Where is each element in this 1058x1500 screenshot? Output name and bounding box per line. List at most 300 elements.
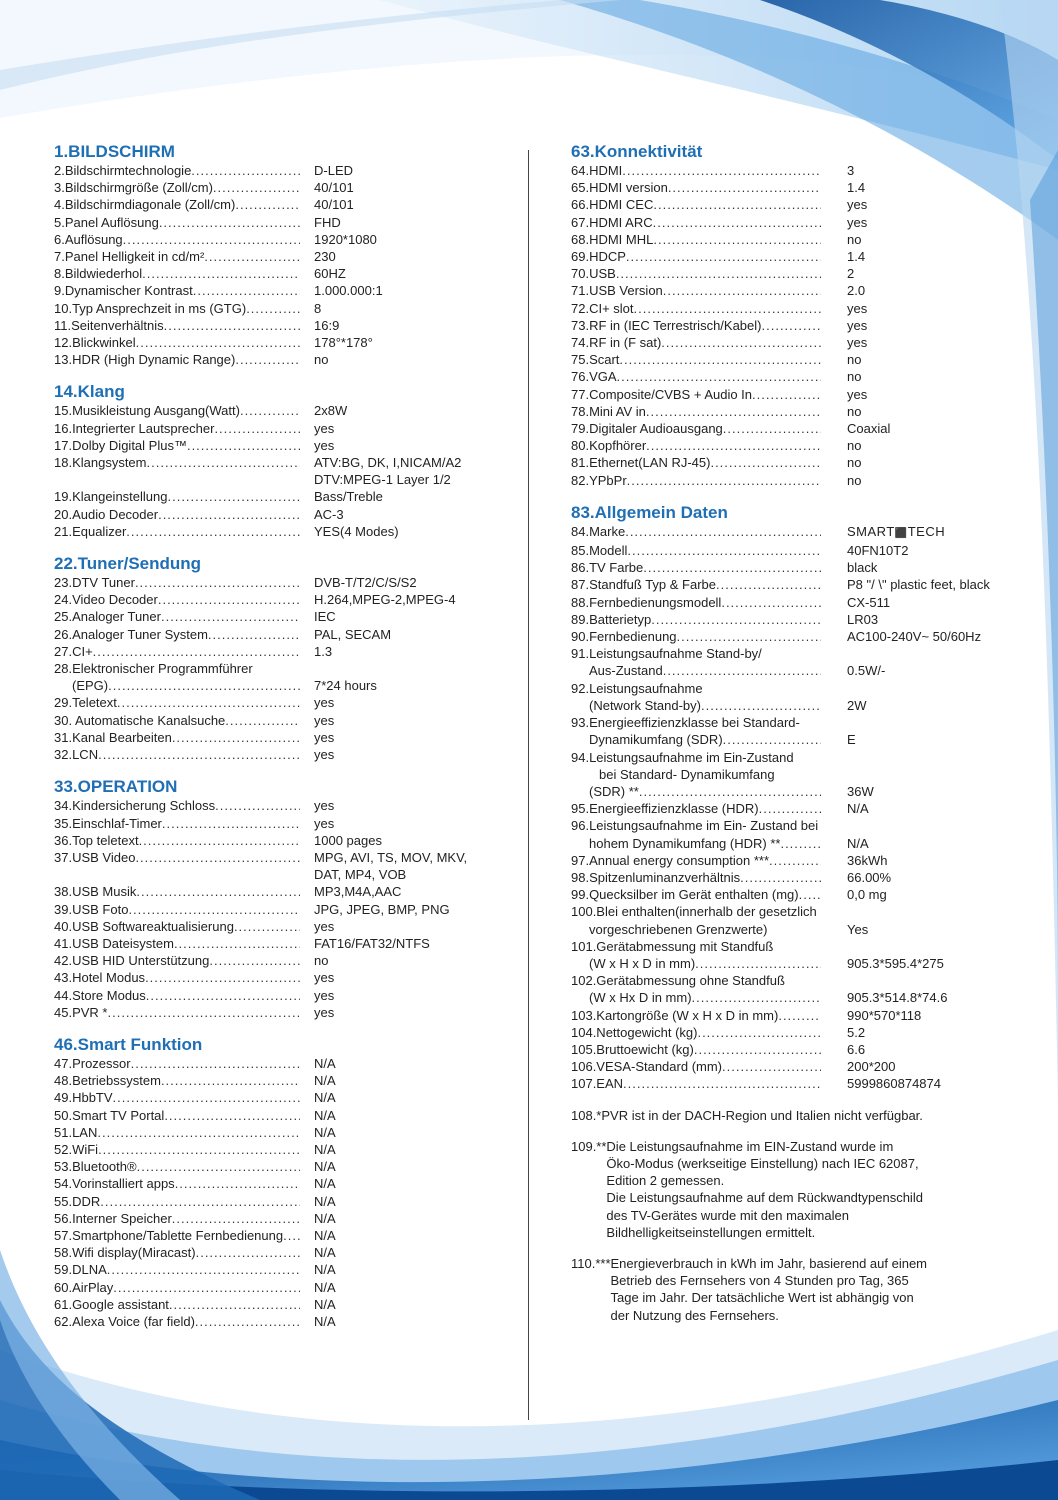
footnote-text	[606, 1138, 923, 1241]
footnote-line: Tage im Jahr. Der tatsächliche Wert ist abhängig von	[610, 1290, 914, 1306]
spec-row	[54, 402, 504, 419]
spec-label: 76.VGA	[571, 369, 617, 385]
spec-row	[571, 214, 1031, 231]
spec-label: 86.TV Farbe	[571, 560, 644, 576]
spec-value: N/A	[314, 1193, 336, 1209]
spec-row	[54, 849, 504, 883]
spec-label: 23.DTV Tuner	[54, 575, 135, 591]
spec-value: 2.0	[847, 283, 866, 299]
footnote-line: Betrieb des Fernsehers von 4 Stunden pro Tag, 365	[610, 1273, 909, 1289]
spec-value: MP3,M4A,AAC	[314, 884, 402, 900]
spec-value: N/A	[314, 1210, 336, 1226]
spec-row	[54, 712, 504, 729]
spec-label: bei Standard- Dynamikumfang	[599, 766, 775, 782]
spec-row	[54, 1279, 504, 1296]
spec-value: 200*200	[847, 1059, 896, 1075]
spec-label: 10.Typ Ansprechzeit in ms (GTG)	[54, 300, 247, 316]
spec-label: 13.HDR (High Dynamic Range)	[54, 352, 236, 368]
spec-label: 24.Video Decoder	[54, 592, 158, 608]
spec-label: 93.Energieeffizienzklasse bei Standard-	[571, 715, 800, 731]
spec-row	[54, 1004, 504, 1021]
spec-value: Coaxial	[847, 421, 891, 437]
spec-row-marke	[571, 523, 1031, 542]
spec-label: 56.Interner Speicher	[54, 1210, 172, 1226]
spec-label: 101.Gerätabmessung mit Standfuß	[571, 938, 774, 954]
spec-value: E	[847, 732, 856, 748]
spec-value: N/A	[314, 1107, 336, 1123]
spec-label: 20.Audio Decoder	[54, 506, 159, 522]
spec-label: 29.Teletext	[54, 695, 117, 711]
spec-row	[571, 403, 1031, 420]
spec-row	[54, 1244, 504, 1261]
spec-label: Dynamikumfang (SDR)	[589, 732, 723, 748]
spec-value: yes	[314, 712, 335, 728]
spec-row-92	[571, 680, 1031, 714]
spec-value-line2: DTV:MPEG-1 Layer 1/2	[314, 472, 451, 488]
right-column	[571, 142, 1031, 1338]
spec-value: yes	[314, 747, 335, 763]
spec-row	[571, 1007, 1031, 1024]
spec-label: 105.Bruttoewicht (kg)	[571, 1041, 694, 1057]
spec-value: 990*570*118	[847, 1007, 922, 1023]
spec-row	[571, 437, 1031, 454]
spec-value: yes	[314, 987, 335, 1003]
spec-row	[54, 952, 504, 969]
brand-logo-icon: ⬛	[894, 527, 908, 539]
spec-value: N/A	[314, 1279, 336, 1295]
spec-label: 55.DDR	[54, 1193, 101, 1209]
spec-row	[54, 420, 504, 437]
spec-label: (W x H x D in mm)	[589, 955, 696, 971]
spec-value: FAT16/FAT32/NTFS	[314, 935, 430, 951]
spec-row	[54, 334, 504, 351]
spec-label: 66.HDMI CEC	[571, 197, 654, 213]
spec-list-allgemein	[571, 542, 1031, 645]
spec-label: 50.Smart TV Portal	[54, 1107, 165, 1123]
spec-value: 40FN10T2	[847, 543, 909, 559]
spec-value: yes	[847, 197, 868, 213]
footnote-line: Energieverbrauch in kWh im Jahr, basierend auf einem	[610, 1255, 928, 1271]
spec-row-101	[571, 938, 1031, 972]
spec-row	[54, 935, 504, 952]
spec-row	[54, 1210, 504, 1227]
spec-value: N/A	[314, 1090, 336, 1106]
spec-label: 75.Scart	[571, 352, 620, 368]
spec-value: D-LED	[314, 163, 354, 178]
spec-list-smart-funktion	[54, 1055, 504, 1330]
spec-list-tuner-2	[54, 694, 504, 763]
spec-value: yes	[847, 300, 868, 316]
spec-list-konnektivitaet	[571, 162, 1031, 489]
spec-row	[571, 351, 1031, 368]
spec-value: H.264,MPEG-2,MPEG-4	[314, 592, 456, 608]
spec-row	[571, 265, 1031, 282]
spec-value-line2: DAT, MP4, VOB	[314, 867, 407, 883]
spec-label: (SDR) **	[589, 783, 639, 799]
spec-label: 70.USB	[571, 266, 616, 282]
spec-value: yes	[314, 420, 335, 436]
spec-row	[54, 591, 504, 608]
spec-value: yes	[314, 918, 335, 934]
spec-row	[54, 608, 504, 625]
spec-label: 2.Bildschirmtechnologie	[54, 163, 192, 178]
spec-label: 52.WiFi	[54, 1141, 99, 1157]
spec-row	[571, 1058, 1031, 1075]
spec-value: N/A	[314, 1141, 336, 1157]
spec-label: 60.AirPlay	[54, 1279, 114, 1295]
spec-label: 62.Alexa Voice (far field)	[54, 1313, 195, 1329]
spec-label: 42.USB HID Unterstützung	[54, 953, 210, 969]
spec-value: 2	[847, 266, 855, 282]
footnote-108	[571, 1107, 1031, 1124]
spec-label: 64.HDMI	[571, 163, 623, 178]
spec-row	[54, 643, 504, 660]
spec-label: 77.Composite/CVBS + Audio In	[571, 386, 753, 402]
spec-row-100	[571, 903, 1031, 937]
spec-value: N/A	[314, 1296, 336, 1312]
spec-row	[54, 523, 504, 540]
spec-label: 17.Dolby Digital Plus™	[54, 437, 187, 453]
spec-label: 72.CI+ slot	[571, 300, 634, 316]
spec-row	[54, 1072, 504, 1089]
spec-list-bildschirm	[54, 162, 504, 368]
spec-label: 106.VESA-Standard (mm)	[571, 1059, 723, 1075]
spec-row-95	[571, 800, 1031, 817]
spec-value: CX-511	[847, 594, 891, 610]
spec-value: yes	[314, 729, 335, 745]
spec-row	[54, 883, 504, 900]
brand-logo-text-smart: SMART	[847, 523, 895, 539]
spec-row	[54, 1107, 504, 1124]
spec-value: 5.2	[847, 1024, 866, 1040]
spec-value: YES(4 Modes)	[314, 523, 399, 539]
spec-value: 2x8W	[314, 403, 348, 419]
spec-value: 66.00%	[847, 869, 892, 885]
spec-value: yes	[314, 815, 335, 831]
spec-label: 43.Hotel Modus	[54, 970, 146, 986]
spec-row	[571, 282, 1031, 299]
spec-row-96	[571, 817, 1031, 851]
section-title-bildschirm: 1.BILDSCHIRM	[54, 142, 175, 161]
spec-label: 89.Batterietyp	[571, 611, 652, 627]
spec-value: 0,0 mg	[847, 887, 887, 903]
spec-row	[571, 196, 1031, 213]
left-column	[54, 142, 504, 1330]
spec-row	[54, 797, 504, 814]
spec-row-epg	[54, 660, 504, 694]
spec-value: AC100-240V~ 50/60Hz	[847, 629, 982, 645]
spec-row-102	[571, 972, 1031, 1006]
spec-value: 1.4	[847, 249, 866, 265]
section-title-klang: 14.Klang	[54, 382, 125, 402]
spec-row	[54, 317, 504, 334]
spec-label: 8.Bildwiederhol	[54, 266, 143, 282]
spec-value: 0.5W/-	[847, 663, 886, 679]
spec-label: 27.CI+	[54, 643, 93, 659]
brand-logo-text-tech: TECH	[907, 523, 946, 539]
spec-label: 45.PVR *	[54, 1004, 108, 1020]
spec-label: 21.Equalizer	[54, 523, 127, 539]
spec-value: 16:9	[314, 317, 340, 333]
spec-value: no	[314, 953, 329, 969]
spec-value: 1.000.000:1	[314, 283, 383, 299]
spec-value: N/A	[314, 1055, 336, 1071]
spec-row	[54, 1089, 504, 1106]
spec-row	[54, 832, 504, 849]
spec-value: N/A	[847, 835, 869, 851]
spec-row	[54, 815, 504, 832]
footnote-line: Bildhelligkeitseinstellungen ermittelt.	[606, 1224, 816, 1240]
spec-label: 58.Wifi display(Miracast)	[54, 1245, 196, 1261]
spec-label: 107.EAN	[571, 1076, 624, 1092]
spec-label: 40.USB Softwareaktualisierung	[54, 918, 234, 934]
spec-row	[54, 265, 504, 282]
spec-row	[571, 1075, 1031, 1092]
section-title-allgemein-daten: 83.Allgemein Daten	[571, 502, 728, 522]
footnotes	[571, 1107, 1031, 1324]
spec-value: no	[847, 455, 862, 471]
spec-row	[54, 1193, 504, 1210]
spec-label: 18.Klangsystem	[54, 455, 147, 471]
spec-label: 38.USB Musik	[54, 884, 137, 900]
spec-value: no	[847, 403, 862, 419]
spec-row	[54, 1158, 504, 1175]
spec-row	[54, 162, 504, 179]
spec-row	[571, 231, 1031, 248]
spec-label: 102.Gerätabmessung ohne Standfuß	[571, 973, 785, 989]
footnote-line: Die Leistungsaufnahme im EIN-Zustand wurde im	[606, 1138, 894, 1154]
spec-label: 32.LCN	[54, 747, 99, 763]
spec-row	[54, 300, 504, 317]
spec-value: N/A	[314, 1313, 336, 1329]
spec-row	[54, 918, 504, 935]
spec-value: 5999860874874	[847, 1076, 941, 1092]
spec-label: 79.Digitaler Audioausgang	[571, 421, 723, 437]
spec-label: 69.HDCP	[571, 249, 626, 265]
spec-label: 7.Panel Helligkeit in cd/m²	[54, 249, 205, 265]
spec-row	[54, 179, 504, 196]
spec-row	[571, 1041, 1031, 1058]
spec-label: 31.Kanal Bearbeiten	[54, 729, 172, 745]
spec-value: N/A	[314, 1159, 336, 1175]
spec-label: 104.Nettogewicht (kg)	[571, 1024, 698, 1040]
spec-value: 60HZ	[314, 266, 346, 282]
spec-value: yes	[314, 798, 335, 814]
spec-row	[54, 1313, 504, 1330]
spec-label: 95.Energieeffizienzklasse (HDR)	[571, 801, 759, 817]
footnote-110	[571, 1255, 1031, 1324]
spec-row	[571, 179, 1031, 196]
spec-value: ATV:BG, DK, I,NICAM/A2	[314, 455, 462, 471]
spec-value: yes	[314, 695, 335, 711]
spec-row	[571, 852, 1031, 869]
spec-value: LR03	[847, 611, 879, 627]
spec-value: 3	[847, 163, 855, 178]
spec-label: 4.Bildschirmdiagonale (Zoll/cm)	[54, 197, 236, 213]
spec-label: 96.Leistungsaufnahme im Ein- Zustand bei	[571, 818, 819, 834]
spec-value: PAL, SECAM	[314, 626, 392, 642]
spec-label: 94.Leistungsaufnahme im Ein-Zustand	[571, 749, 794, 765]
spec-row	[54, 901, 504, 918]
spec-label: 11.Seitenverhältnis	[54, 317, 164, 333]
spec-value: no	[847, 369, 862, 385]
spec-value: N/A	[847, 801, 869, 817]
spec-label: 80.Kopfhörer	[571, 438, 647, 454]
footnote-line: Edition 2 gemessen.	[606, 1173, 725, 1189]
spec-row	[54, 574, 504, 591]
spec-value: 230	[314, 249, 336, 265]
spec-label: 100.Blei enthalten(innerhalb der gesetzlich	[571, 904, 817, 920]
spec-list-tuner	[54, 574, 504, 660]
spec-row	[54, 214, 504, 231]
spec-row	[54, 231, 504, 248]
spec-value: 1000 pages	[314, 832, 382, 848]
spec-label: 99.Quecksilber im Gerät enthalten (mg)	[571, 887, 799, 903]
spec-label: 78.Mini AV in	[571, 403, 646, 419]
spec-label: (EPG)	[72, 678, 109, 694]
spec-row	[571, 420, 1031, 437]
spec-label: 51.LAN	[54, 1124, 98, 1140]
spec-row	[571, 576, 1031, 593]
spec-label: 87.Standfuß Typ & Farbe	[571, 577, 717, 593]
spec-value: N/A	[314, 1124, 336, 1140]
spec-value: 6.6	[847, 1041, 866, 1057]
spec-value: 905.3*514.8*74.6	[847, 990, 948, 1006]
spec-label: 49.HbbTV	[54, 1090, 113, 1106]
spec-label: 47.Prozessor	[54, 1055, 131, 1071]
column-divider	[528, 150, 529, 1420]
spec-row	[571, 628, 1031, 645]
spec-row	[571, 886, 1031, 903]
spec-row	[571, 594, 1031, 611]
spec-value: AC-3	[314, 506, 344, 522]
spec-value: no	[314, 352, 329, 368]
spec-value: 178°*178°	[314, 335, 373, 351]
spec-label: 53.Bluetooth®	[54, 1159, 137, 1175]
spec-label: (W x Hx D in mm)	[589, 990, 692, 1006]
spec-value: 8	[314, 300, 322, 316]
spec-label: 6.Auflösung	[54, 231, 123, 247]
spec-row	[571, 454, 1031, 471]
spec-row	[571, 368, 1031, 385]
spec-row	[54, 729, 504, 746]
spec-value: DVB-T/T2/C/S/S2	[314, 575, 417, 591]
spec-value: 40/101	[314, 197, 354, 213]
section-title-smart-funktion: 46.Smart Funktion	[54, 1034, 203, 1054]
spec-label: 9.Dynamischer Kontrast	[54, 283, 193, 299]
spec-label: 41.USB Dateisystem	[54, 935, 174, 951]
spec-value: yes	[314, 437, 335, 453]
spec-value: no	[847, 352, 862, 368]
spec-row	[54, 1261, 504, 1278]
spec-label: hohem Dynamikumfang (HDR) **	[589, 835, 781, 851]
spec-list-allgemein-2	[571, 852, 1031, 904]
spec-row-93	[571, 714, 1031, 748]
footnote-line: Die Leistungsaufnahme auf dem Rückwandtypenschild	[606, 1190, 923, 1206]
spec-value: yes	[847, 214, 868, 230]
spec-label: 26.Analoger Tuner System	[54, 626, 208, 642]
spec-row	[571, 386, 1031, 403]
spec-label: 25.Analoger Tuner	[54, 609, 161, 625]
spec-value: FHD	[314, 214, 341, 230]
spec-row	[54, 248, 504, 265]
spec-value: no	[847, 472, 862, 488]
footnote-number: 110.***	[571, 1255, 611, 1271]
spec-value: 1.3	[314, 643, 333, 659]
spec-label: 57.Smartphone/Tablette Fernbedienung	[54, 1227, 284, 1243]
spec-value: N/A	[314, 1073, 336, 1089]
spec-value: 40/101	[314, 180, 354, 196]
spec-label: 5.Panel Auflösung	[54, 214, 159, 230]
spec-label: 16.Integrierter Lautsprecher	[54, 420, 215, 436]
spec-label: 82.YPbPr	[571, 472, 627, 488]
spec-row	[54, 1175, 504, 1192]
spec-label: 73.RF in (IEC Terrestrisch/Kabel)	[571, 317, 762, 333]
spec-row	[571, 1024, 1031, 1041]
spec-label: 97.Annual energy consumption ***	[571, 852, 770, 868]
spec-label: 30. Automatische Kanalsuche	[54, 712, 226, 728]
spec-row	[571, 162, 1031, 179]
spec-row	[54, 1227, 504, 1244]
section-title-tuner: 22.Tuner/Sendung	[54, 554, 202, 574]
spec-label: 44.Store Modus	[54, 987, 146, 1003]
spec-value: JPG, JPEG, BMP, PNG	[314, 901, 450, 917]
footnote-109	[571, 1138, 1031, 1241]
spec-label: 48.Betriebssystem	[54, 1073, 161, 1089]
section-title-operation: 33.OPERATION	[54, 777, 178, 797]
spec-row	[571, 317, 1031, 334]
spec-label: 68.HDMI MHL	[571, 231, 654, 247]
footnote-text	[611, 1255, 928, 1324]
spec-value: N/A	[314, 1245, 336, 1261]
spec-row	[571, 334, 1031, 351]
spec-label: 67.HDMI ARC	[571, 214, 653, 230]
spec-label: 90.Fernbedienung	[571, 629, 677, 645]
spec-label: 84.Marke	[571, 523, 626, 539]
spec-value: Yes	[847, 921, 869, 937]
spec-label: 61.Google assistant	[54, 1296, 169, 1312]
spec-row	[571, 559, 1031, 576]
brand-logo	[847, 523, 945, 542]
spec-label: 74.RF in (F sat)	[571, 335, 662, 351]
spec-value: yes	[314, 970, 335, 986]
spec-value: 905.3*595.4*275	[847, 955, 944, 971]
spec-row	[54, 282, 504, 299]
spec-row	[54, 1055, 504, 1072]
footnote-line: Öko-Modus (werkseitige Einstellung) nach IEC 62087,	[606, 1155, 919, 1171]
spec-row	[571, 248, 1031, 265]
spec-label: 54.Vorinstalliert apps	[54, 1176, 175, 1192]
spec-label: 88.Fernbedienungsmodell	[571, 594, 722, 610]
spec-row	[54, 437, 504, 454]
footnote-number: 109.**	[571, 1138, 607, 1154]
spec-value: 1920*1080	[314, 231, 377, 247]
spec-label: 12.Blickwinkel	[54, 335, 136, 351]
spec-value: 7*24 hours	[314, 678, 377, 694]
spec-label: vorgeschriebenen Grenzwerte)	[589, 921, 768, 937]
spec-label: Aus-Zustand	[589, 663, 663, 679]
spec-value: black	[847, 560, 878, 576]
spec-value: N/A	[314, 1227, 336, 1243]
spec-value: Bass/Treble	[314, 489, 383, 505]
spec-value: yes	[847, 386, 868, 402]
spec-label: (Network Stand-by)	[589, 697, 701, 713]
spec-row	[54, 1141, 504, 1158]
spec-row	[54, 694, 504, 711]
spec-value: yes	[847, 335, 868, 351]
spec-row	[571, 300, 1031, 317]
spec-label: 36.Top teletext	[54, 832, 139, 848]
